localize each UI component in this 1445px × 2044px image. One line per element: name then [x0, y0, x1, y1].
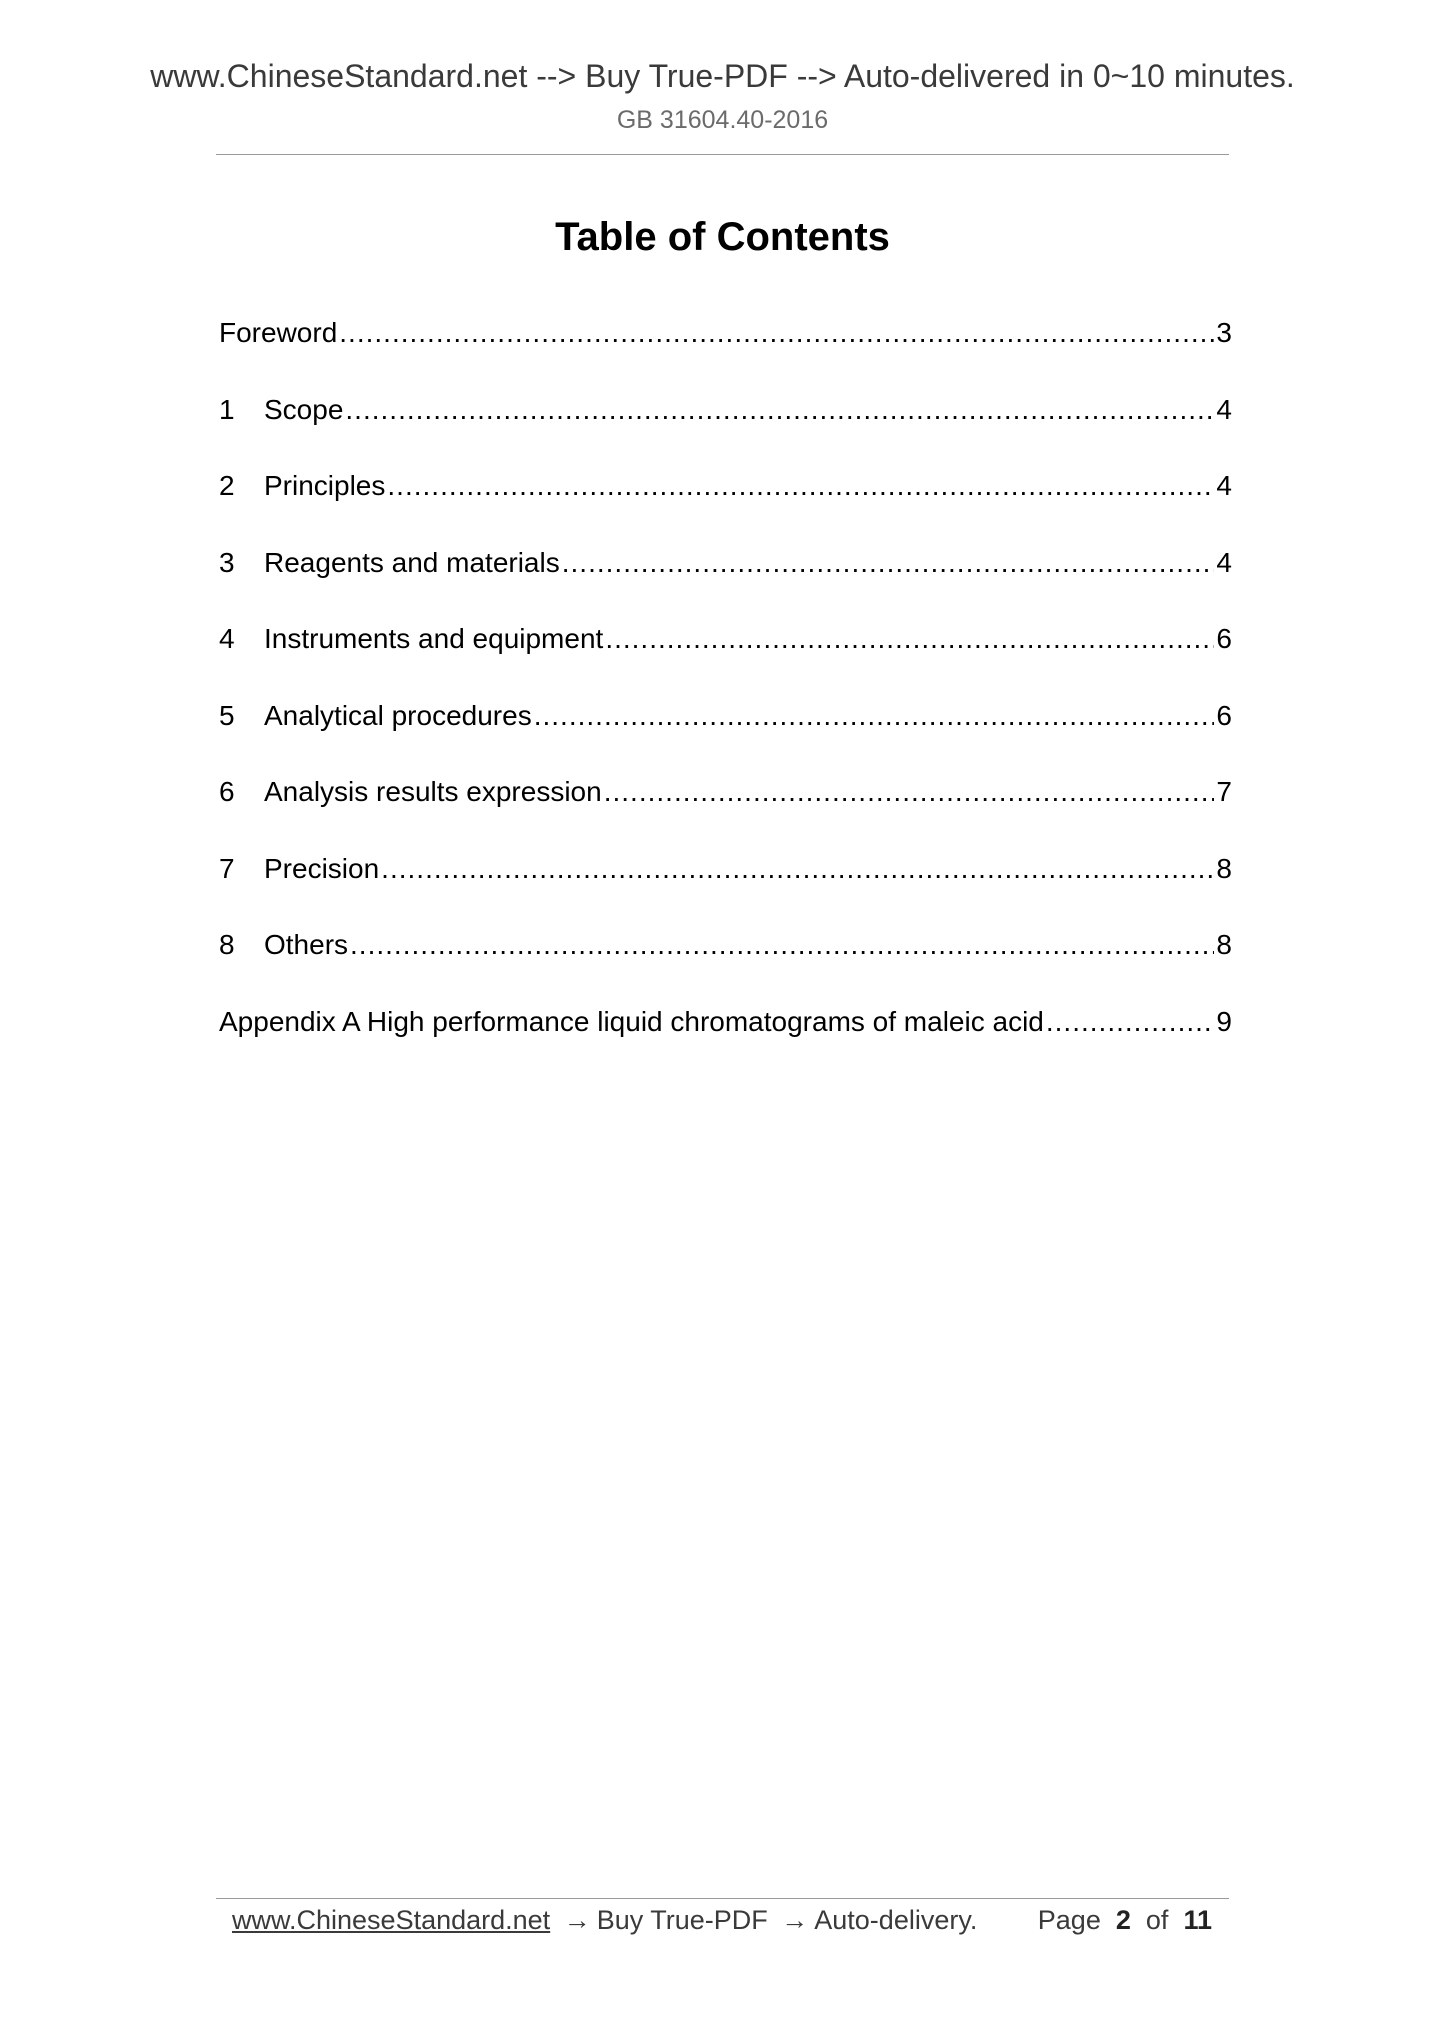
toc-entry-label: Instruments and equipment — [264, 623, 604, 654]
of-word: of — [1145, 1905, 1169, 1935]
document-code: GB 31604.40-2016 — [616, 106, 829, 134]
toc-dot-leader — [339, 313, 1214, 353]
toc-entry-number: 4 — [219, 623, 235, 654]
toc-entry-appendix-a[interactable] — [219, 1002, 1232, 1079]
toc-entry-instruments[interactable] — [219, 619, 1232, 696]
toc-dot-leader — [605, 619, 1214, 659]
toc-entry-label: Precision — [264, 852, 380, 884]
toc-dot-leader — [350, 925, 1214, 965]
toc-entry-reagents[interactable] — [219, 543, 1232, 620]
footer-site-link[interactable]: www.ChineseStandard.net — [232, 1905, 551, 1935]
toc-entry-number: 1 — [219, 393, 235, 425]
toc-dot-leader — [534, 696, 1215, 736]
toc-dot-leader — [604, 772, 1215, 812]
toc-entry-page: 8 — [1216, 852, 1232, 884]
toc-entry-label: Foreword — [219, 317, 338, 348]
toc-entry-page: 8 — [1216, 929, 1232, 960]
page-word: Page — [1037, 1905, 1101, 1935]
toc-entry-page: 6 — [1216, 699, 1232, 731]
toc-entry-label: Appendix A High performance liquid chromatograms of maleic acid — [219, 1005, 1044, 1037]
site-banner: www.ChineseStandard.net --> Buy True-PDF --> Auto-delivered in 0~10 minutes. — [150, 58, 1295, 94]
toc-dot-leader — [1046, 1002, 1215, 1042]
toc-dot-leader — [387, 466, 1214, 506]
toc-entry-page: 4 — [1216, 470, 1232, 501]
page-indicator — [1038, 1902, 1212, 1938]
toc-entry-others[interactable] — [219, 925, 1232, 1002]
toc-entry-label: Principles — [264, 470, 386, 501]
toc-entry-page: 3 — [1216, 317, 1232, 348]
page-current: 2 — [1115, 1905, 1131, 1935]
toc-entry-procedures[interactable] — [219, 696, 1232, 773]
arrow-right-icon: → — [781, 1905, 809, 1935]
toc-list — [219, 313, 1232, 1078]
toc-dot-leader — [381, 849, 1214, 889]
toc-entry-principles[interactable] — [219, 466, 1232, 543]
toc-entry-label: Scope — [264, 393, 344, 425]
toc-entry-page: 6 — [1216, 623, 1232, 654]
toc-entry-number: 2 — [219, 470, 235, 501]
footer-divider — [216, 1898, 1229, 1899]
header-divider — [216, 154, 1229, 155]
toc-entry-number: 6 — [219, 776, 235, 807]
toc-entry-number: 8 — [219, 929, 235, 960]
toc-dot-leader — [562, 543, 1215, 583]
toc-entry-number: 7 — [219, 852, 235, 884]
toc-entry-page: 4 — [1216, 393, 1232, 425]
toc-entry-label: Reagents and materials — [264, 546, 560, 578]
toc-entry-number: 5 — [219, 699, 235, 731]
toc-entry-label: Analysis results expression — [264, 776, 602, 807]
page-footer — [232, 1902, 1212, 1938]
toc-entry-results[interactable] — [219, 772, 1232, 849]
footer-buy-text: Buy True-PDF — [596, 1905, 768, 1935]
arrow-right-icon: → — [563, 1905, 591, 1935]
toc-entry-precision[interactable] — [219, 849, 1232, 926]
page-title: Table of Contents — [555, 215, 890, 259]
toc-dot-leader — [345, 390, 1214, 430]
toc-entry-page: 4 — [1216, 546, 1232, 578]
toc-entry-label: Others — [264, 929, 349, 960]
footer-delivery-text: Auto-delivery. — [814, 1905, 978, 1935]
toc-entry-number: 3 — [219, 546, 235, 578]
page-total: 11 — [1183, 1905, 1212, 1935]
toc-entry-label: Analytical procedures — [264, 699, 532, 731]
toc-entry-scope[interactable] — [219, 390, 1232, 467]
toc-entry-page: 7 — [1216, 776, 1232, 807]
toc-entry-page: 9 — [1216, 1005, 1232, 1037]
toc-entry-foreword[interactable] — [219, 313, 1232, 390]
